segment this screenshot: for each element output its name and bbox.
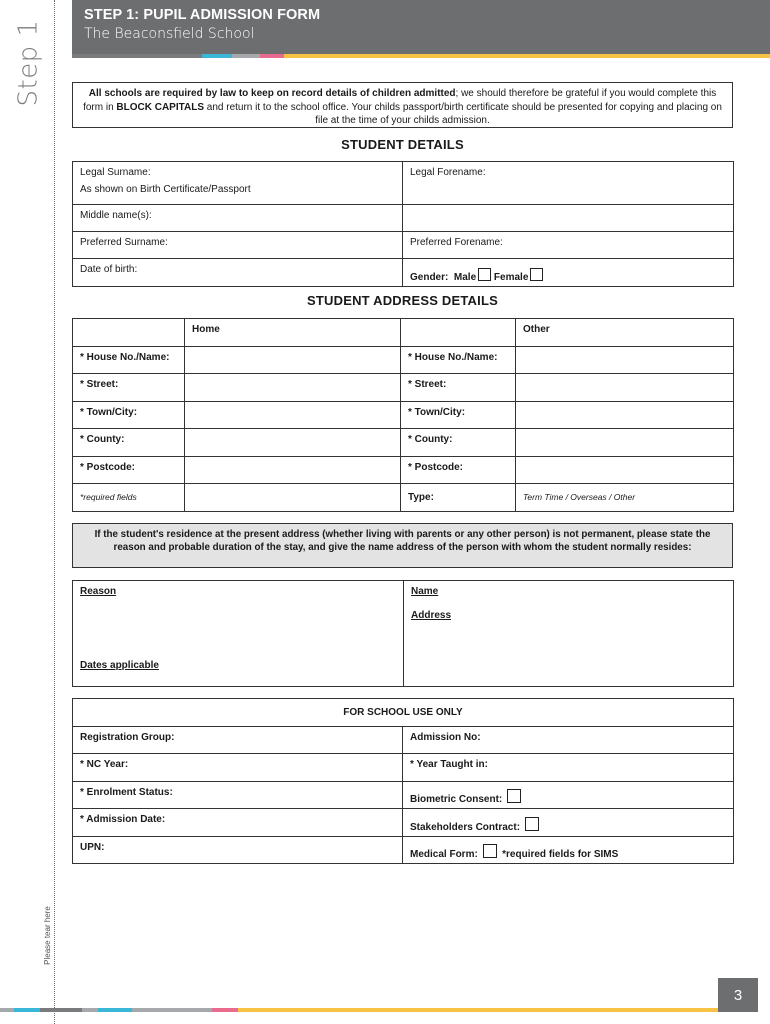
preferred-forename-field[interactable]: Preferred Forename:	[403, 232, 734, 259]
school-name: The Beaconsfield School	[84, 26, 255, 42]
home-county-label: * County:	[73, 429, 185, 457]
other-county-label: * County:	[401, 429, 516, 457]
enrolment-status-field[interactable]: * Enrolment Status:	[73, 782, 403, 809]
other-column-header: Other	[516, 319, 734, 347]
home-town-label: * Town/City:	[73, 402, 185, 429]
other-town-label: * Town/City:	[401, 402, 516, 429]
other-postcode-input[interactable]	[516, 457, 734, 484]
address-label: Address	[411, 610, 452, 621]
medical-field: Medical Form: *required fields for SIMS	[403, 837, 734, 864]
year-taught-field[interactable]: * Year Taught in:	[403, 754, 734, 782]
address-table	[72, 318, 734, 512]
admission-no-field[interactable]: Admission No:	[403, 727, 734, 754]
home-postcode-input[interactable]	[185, 457, 401, 484]
other-street-input[interactable]	[516, 374, 734, 402]
middle-names-value[interactable]	[403, 205, 734, 232]
gender-field: Gender: Male Female	[403, 259, 734, 287]
home-county-input[interactable]	[185, 429, 401, 457]
other-house-label: * House No./Name:	[401, 347, 516, 374]
home-street-input[interactable]	[185, 374, 401, 402]
admission-date-field[interactable]: * Admission Date:	[73, 809, 403, 837]
home-street-label: * Street:	[73, 374, 185, 402]
biometric-checkbox[interactable]	[507, 789, 521, 803]
home-town-input[interactable]	[185, 402, 401, 429]
residence-table	[72, 580, 734, 687]
registration-group-field[interactable]: Registration Group:	[73, 727, 403, 754]
home-house-input[interactable]	[185, 347, 401, 374]
male-checkbox[interactable]	[478, 268, 491, 281]
dates-applicable-label: Dates applicable	[80, 660, 159, 671]
tear-line	[54, 0, 55, 1024]
stakeholders-checkbox[interactable]	[525, 817, 539, 831]
home-house-label: * House No./Name:	[73, 347, 185, 374]
middle-names-field[interactable]: Middle name(s):	[73, 205, 403, 232]
other-town-input[interactable]	[516, 402, 734, 429]
school-use-table	[72, 698, 734, 864]
residence-note: If the student's residence at the present address (whether living with parents or any other person) is not permanent, please state the reason and probable duration of the stay, and give the name address of the person with whom the student normally resides:	[72, 523, 733, 568]
required-sims-note: *required fields for SIMS	[502, 849, 619, 860]
biometric-field: Biometric Consent:	[403, 782, 734, 809]
reason-label: Reason	[80, 586, 117, 597]
type-options[interactable]: Term Time / Overseas / Other	[516, 484, 734, 512]
school-use-heading: FOR SCHOOL USE ONLY	[73, 699, 734, 727]
page-number: 3	[718, 978, 758, 1012]
upn-field[interactable]: UPN:	[73, 837, 403, 864]
student-details-heading: STUDENT DETAILS	[341, 137, 464, 152]
other-street-label: * Street:	[401, 374, 516, 402]
footer-stripe	[0, 1008, 718, 1012]
student-details-table	[72, 161, 734, 287]
medical-checkbox[interactable]	[483, 844, 497, 858]
other-postcode-label: * Postcode:	[401, 457, 516, 484]
dob-field[interactable]: Date of birth:	[73, 259, 403, 287]
stakeholders-field: Stakeholders Contract:	[403, 809, 734, 837]
name-label: Name	[411, 586, 439, 597]
other-county-input[interactable]	[516, 429, 734, 457]
header-stripe	[72, 54, 770, 58]
required-note: *required fields	[73, 484, 185, 512]
step-label: Step 1	[13, 19, 44, 107]
reason-field[interactable]	[73, 581, 404, 687]
preferred-surname-field[interactable]: Preferred Surname:	[73, 232, 403, 259]
type-label: Type:	[401, 484, 516, 512]
other-house-input[interactable]	[516, 347, 734, 374]
home-type-input[interactable]	[185, 484, 401, 512]
form-title: STEP 1: PUPIL ADMISSION FORM	[84, 7, 321, 23]
legal-forename-field[interactable]: Legal Forename:	[403, 162, 734, 205]
nc-year-field[interactable]: * NC Year:	[73, 754, 403, 782]
page-header	[72, 0, 770, 54]
female-checkbox[interactable]	[530, 268, 543, 281]
legal-surname-field[interactable]: Legal Surname: As shown on Birth Certificate/Passport	[73, 162, 403, 205]
intro-box: All schools are required by law to keep on record details of children admitted; we should therefore be grateful if you would complete this form in BLOCK CAPITALS and return it to the school office. Your childs passport/birth certificate should be presented for copying and placing on file at the time of your childs admission.	[72, 82, 733, 128]
tear-label: Please tear here	[42, 905, 52, 965]
address-heading: STUDENT ADDRESS DETAILS	[307, 293, 498, 308]
home-column-header: Home	[185, 319, 401, 347]
name-address-field[interactable]	[404, 581, 734, 687]
home-postcode-label: * Postcode:	[73, 457, 185, 484]
